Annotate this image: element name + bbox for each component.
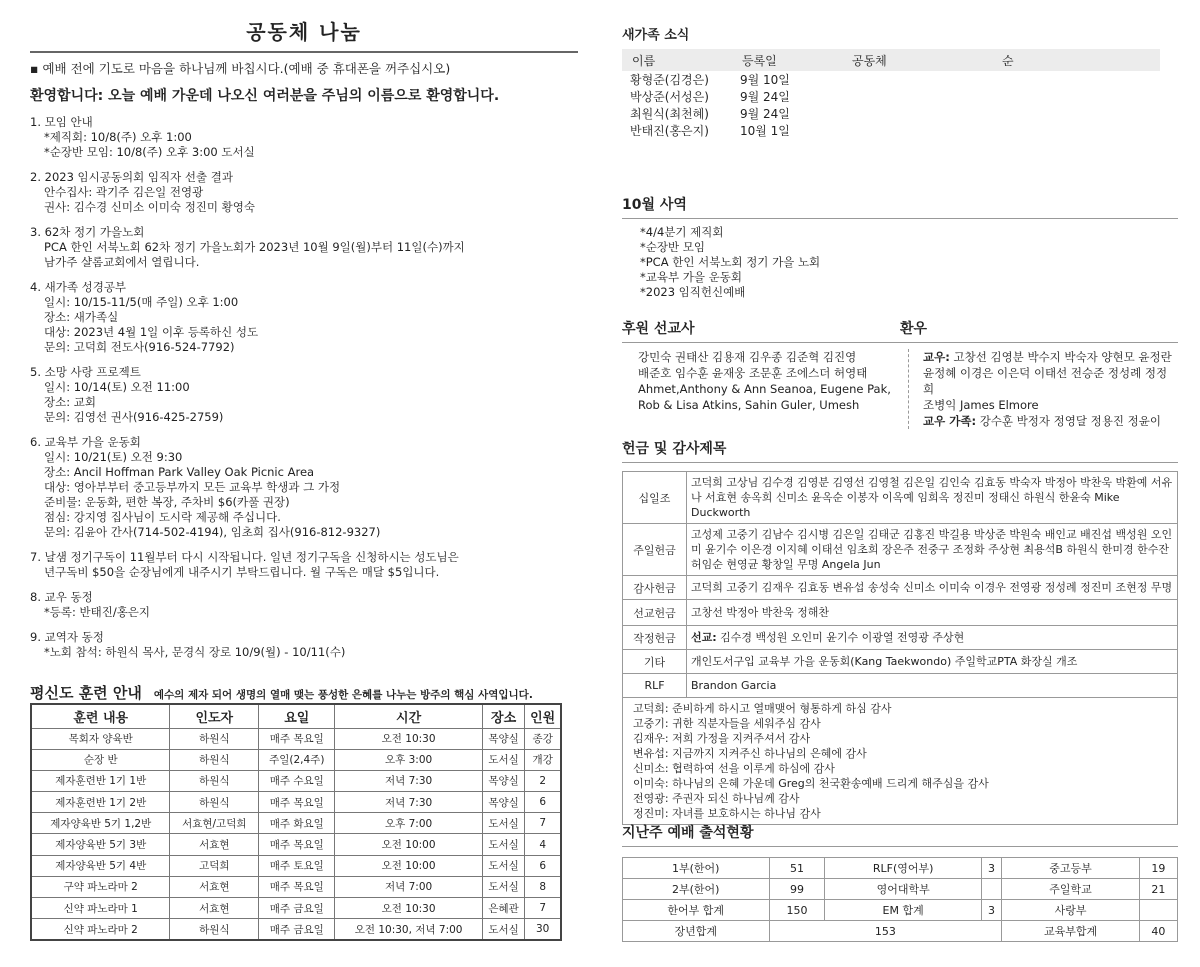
attendance-cell: 교육부합계: [1002, 921, 1140, 942]
new-family-empty: [842, 105, 992, 122]
new-family-empty: [992, 122, 1160, 139]
worship-notice: ▪ 예배 전에 기도로 마음을 하나님께 바칩시다.(예배 중 휴대폰을 꺼주십시오): [30, 61, 451, 76]
announcement-list: [30, 115, 578, 660]
prayer-line: 고덕희: 준비하게 하시고 열매맺어 형통하게 하심 감사: [633, 702, 892, 715]
attendance-cell: 3: [981, 858, 1001, 879]
training-cell: 구약 파노라마 2: [31, 876, 170, 897]
attendance-cell: 40: [1139, 921, 1177, 942]
training-cell: 매주 목요일: [259, 876, 335, 897]
missionaries-block: [622, 318, 900, 429]
patients-line: 고창선 김영분 박수지 박숙자 양현모 윤정란: [949, 350, 1172, 364]
new-family-header-cell: 순: [992, 49, 1160, 71]
attendance-cell: 한어부 합계: [623, 900, 770, 921]
attendance-cell: [1139, 900, 1177, 921]
training-cell: 매주 목요일: [259, 792, 335, 813]
training-cell: 7: [525, 898, 561, 919]
patients-family-label: 교우 가족:: [923, 414, 977, 428]
training-cell: 4: [525, 834, 561, 855]
training-cell: 7: [525, 813, 561, 834]
training-cell: 도서실: [482, 834, 525, 855]
offering-category: 감사헌금: [623, 576, 687, 600]
attendance-title: 지난주 예배 출석현황: [622, 822, 1178, 847]
offering-name-list: 고창선 박정아 박찬욱 정해찬: [691, 606, 830, 619]
patients-line: 강수훈 박정자 정영달 정용진 정윤이: [976, 414, 1161, 428]
training-row: [31, 876, 561, 897]
announcement-line: 일시: 10/14(토) 오전 11:00: [44, 380, 190, 394]
new-family-row: [622, 88, 1160, 105]
announcement-item: [30, 550, 578, 580]
training-cell: 오전 10:30: [335, 898, 482, 919]
offering-name-list: 김수경 백성원 오인미 윤기수 이광열 전영광 주상현: [716, 631, 965, 644]
training-cell: 목양실: [482, 770, 525, 791]
offering-names: [687, 650, 1178, 674]
training-cell: 오후 7:00: [335, 813, 482, 834]
prayer-line: 이미숙: 하나님의 은혜 가운데 Greg의 천국환송예배 드리게 해주심을 감사: [633, 777, 989, 790]
training-cell: 매주 목요일: [259, 834, 335, 855]
announcement-line: 장소: 교회: [44, 395, 96, 409]
announcement-item: [30, 225, 578, 270]
announcement-item: [30, 590, 578, 620]
training-row: [31, 749, 561, 770]
announcement-line: *순장반 모임: 10/8(주) 오후 3:00 도서실: [44, 145, 255, 159]
announcement-line: 장소: Ancil Hoffman Park Valley Oak Picnic Area: [44, 465, 315, 479]
offering-row: [623, 626, 1178, 650]
october-item: *4/4분기 제직회: [640, 225, 724, 239]
training-cell: 하원식: [170, 749, 259, 770]
attendance-cell: 주일학교: [1002, 879, 1140, 900]
training-subtitle: 예수의 제자 되어 생명의 열매 맺는 풍성한 은혜를 나누는 방주의 핵심 사역입니다.: [153, 689, 533, 701]
announcement-line: 권사: 김수경 신미소 이미숙 정진미 황영숙: [44, 200, 256, 214]
announcement-line: 일시: 10/15-11/5(매 주일) 오후 1:00: [44, 295, 239, 309]
training-row: [31, 813, 561, 834]
training-row: [31, 834, 561, 855]
training-cell: 고덕희: [170, 855, 259, 876]
training-header: [30, 682, 578, 703]
training-cell: 6: [525, 855, 561, 876]
attendance-cell: 3: [981, 900, 1001, 921]
prayer-line: 신미소: 협력하여 선을 이루게 하심에 감사: [633, 762, 835, 775]
prayer-list: [622, 698, 1178, 825]
announcement-line: 대상: 영아부부터 중고등부까지 모든 교육부 학생과 그 가정: [44, 480, 341, 494]
page-title: 공동체 나눔: [30, 16, 578, 53]
training-cell: 매주 수요일: [259, 770, 335, 791]
training-cell: 오후 3:00: [335, 749, 482, 770]
announcement-item: [30, 435, 578, 540]
patients-line: 윤정혜 이경은 이은덕 이태선 전승준 정성례 정정희: [923, 366, 1168, 396]
october-item: *PCA 한인 서북노회 정기 가을 노회: [640, 255, 821, 269]
attendance-table: [622, 857, 1178, 942]
announcement-title: 6. 교육부 가을 운동회: [30, 435, 141, 449]
announcement-line: 장소: 새가족실: [44, 310, 119, 324]
announcement-title: 3. 62차 정기 가을노회: [30, 225, 145, 239]
new-family-row: [622, 122, 1160, 139]
attendance-cell: 19: [1139, 858, 1177, 879]
attendance-cell: 장년합계: [623, 921, 770, 942]
announcement-line: 남가주 샬롬교회에서 열립니다.: [44, 255, 200, 269]
support-section: [622, 318, 1178, 429]
offering-names: [687, 524, 1178, 576]
announcement-item: [30, 280, 578, 355]
announcement-line: 문의: 김윤아 간사(714-502-4194), 임초희 집사(916-812-9327): [44, 525, 381, 539]
training-row: [31, 919, 561, 940]
offering-name-list: 개인도서구입 교육부 가을 운동회(Kang Taekwondo) 주일학교PTA 화장실 개조: [691, 655, 1078, 668]
october-title: 10월 사역: [622, 194, 1178, 219]
announcement-item: [30, 365, 578, 425]
patients-block: [900, 318, 1178, 429]
attendance-cell: 99: [769, 879, 825, 900]
training-cell: 매주 화요일: [259, 813, 335, 834]
announcement-item: [30, 630, 578, 660]
attendance-cell: RLF(영어부): [825, 858, 981, 879]
announcement-line: *노회 참석: 하원식 목사, 문경식 장로 10/9(월) - 10/11(수): [44, 645, 346, 659]
training-cell: 8: [525, 876, 561, 897]
attendance-cell: 2부(한어): [623, 879, 770, 900]
training-cell: 6: [525, 792, 561, 813]
new-family-name: 최원식(최천혜): [630, 107, 709, 121]
training-row: [31, 770, 561, 791]
prayer-line: 정진미: 자녀를 보호하시는 하나님 감사: [633, 807, 821, 820]
october-item: *2023 임직헌신예배: [640, 285, 746, 299]
offering-category: 선교헌금: [623, 600, 687, 626]
training-header-cell: 시간: [335, 704, 482, 728]
offering-section: [622, 438, 1178, 825]
training-cell: 하원식: [170, 728, 259, 749]
missionary-line: 강민숙 권태산 김용재 김우종 김준혁 김진영: [638, 350, 857, 364]
announcement-line: 점심: 강지영 집사님이 도시락 제공해 주십니다.: [44, 510, 281, 524]
training-cell: 하원식: [170, 919, 259, 940]
attendance-cell: 153: [769, 921, 1002, 942]
new-family-date: 9월 10일: [740, 73, 790, 87]
new-family-header-cell: 공동체: [842, 49, 992, 71]
attendance-cell: 51: [769, 858, 825, 879]
offering-category: 기타: [623, 650, 687, 674]
training-cell: 제자양육반 5기 4반: [31, 855, 170, 876]
training-cell: 오전 10:30, 저녁 7:00: [335, 919, 482, 940]
october-list: [622, 225, 1178, 300]
attendance-cell: 영어대학부: [825, 879, 981, 900]
training-cell: 은혜관: [482, 898, 525, 919]
prayer-line: 변유섭: 지금까지 지켜주신 하나님의 은혜에 감사: [633, 747, 867, 760]
left-column: [30, 0, 578, 936]
offering-row: [623, 472, 1178, 524]
patients-title: 환우: [900, 318, 1178, 343]
training-title: 평신도 훈련 안내: [30, 684, 142, 702]
training-row: [31, 898, 561, 919]
offering-row: [623, 576, 1178, 600]
offering-row: [623, 524, 1178, 576]
announcement-line: 문의: 고덕희 전도사(916-524-7792): [44, 340, 235, 354]
new-family-empty: [992, 105, 1160, 122]
offering-row: [623, 650, 1178, 674]
training-header-cell: 요일: [259, 704, 335, 728]
training-cell: 서효현: [170, 834, 259, 855]
october-item: *교육부 가을 운동회: [640, 270, 742, 284]
new-family-date: 10월 1일: [740, 124, 790, 138]
training-cell: 저녁 7:00: [335, 876, 482, 897]
patients-member-label: 교우:: [923, 350, 950, 364]
training-cell: 제자양육반 5기 3반: [31, 834, 170, 855]
announcement-line: PCA 한인 서북노회 62차 정기 가을노회가 2023년 10월 9일(월)부터 11일(수)까지: [44, 240, 465, 254]
new-family-empty: [992, 88, 1160, 105]
announcement-line: 안수집사: 곽기주 김은일 전영광: [44, 185, 204, 199]
training-header-cell: 인도자: [170, 704, 259, 728]
new-family-empty: [842, 88, 992, 105]
announcement-item: [30, 170, 578, 215]
announcement-line: *등록: 반태진/홍은지: [44, 605, 151, 619]
new-family-empty: [842, 122, 992, 139]
announcement-line: 일시: 10/21(토) 오전 9:30: [44, 450, 183, 464]
attendance-cell: 중고등부: [1002, 858, 1140, 879]
offering-title: 헌금 및 감사제목: [622, 438, 1178, 463]
training-cell: 제자양육반 5기 1,2반: [31, 813, 170, 834]
offering-category: 십일조: [623, 472, 687, 524]
training-cell: 저녁 7:30: [335, 770, 482, 791]
training-cell: 매주 금요일: [259, 898, 335, 919]
attendance-cell: 1부(한어): [623, 858, 770, 879]
announcement-line: 년구독비 $50을 순장님에게 내주시기 부탁드립니다. 월 구독은 매달 $5입니다.: [44, 565, 440, 579]
training-cell: 매주 목요일: [259, 728, 335, 749]
offering-names: [687, 472, 1178, 524]
new-family-row: [622, 105, 1160, 122]
new-family-name: 반태진(홍은지): [630, 124, 709, 138]
training-cell: 신약 파노라마 1: [31, 898, 170, 919]
training-cell: 제자훈련반 1기 1반: [31, 770, 170, 791]
offering-category: RLF: [623, 674, 687, 698]
new-family-date: 9월 24일: [740, 90, 790, 104]
training-cell: 하원식: [170, 792, 259, 813]
announcement-title: 5. 소망 사랑 프로젝트: [30, 365, 141, 379]
offering-name-list: 고성제 고중기 김남수 김시병 김은일 김태군 김홍진 박길용 박상준 박원숙 배인교 배진섭 백성원 오인미 윤기수 이은경 이지혜 이태선 임초희 장은주 전중구 조정화 주상현 최용석B 하원식 한미경 한수잔 허임순 현영균 황창일 무명 Angela Jun: [691, 528, 1173, 571]
training-cell: 오전 10:00: [335, 855, 482, 876]
offering-category: 주일헌금: [623, 524, 687, 576]
missionary-line: Ahmet,Anthony & Ann Seanoa, Eugene Pak,: [638, 382, 891, 396]
missionary-line: Rob & Lisa Atkins, Sahin Guler, Umesh: [638, 398, 860, 412]
training-cell: 오전 10:30: [335, 728, 482, 749]
new-family-row: [622, 71, 1160, 88]
training-cell: 30: [525, 919, 561, 940]
attendance-cell: EM 합계: [825, 900, 981, 921]
offering-category: 작정헌금: [623, 626, 687, 650]
missionary-line: 배준호 임수훈 윤재웅 조문훈 조에스더 허영태: [638, 366, 868, 380]
training-header-cell: 장소: [482, 704, 525, 728]
announcement-title: 4. 새가족 성경공부: [30, 280, 127, 294]
announcement-line: 준비물: 운동화, 편한 복장, 주차비 $6(카풀 권장): [44, 495, 290, 509]
training-header-cell: 인원: [525, 704, 561, 728]
training-cell: 서효현: [170, 898, 259, 919]
prayer-line: 김재우: 저희 가정을 지켜주셔서 감사: [633, 732, 811, 745]
offering-names: [687, 600, 1178, 626]
training-cell: 매주 토요일: [259, 855, 335, 876]
training-cell: 도서실: [482, 919, 525, 940]
offering-name-list: 고덕희 고상님 김수경 김영분 김영선 김영철 김은일 김인숙 김효동 박숙자 박정아 박찬욱 박환예 서유나 서효현 송옥희 신미소 윤옥순 이봉자 이옥예 임희옥 정진미 정태신 하원식 한윤숙 Mike Duckworth: [691, 476, 1173, 519]
offering-table: [622, 471, 1178, 698]
announcement-title: 7. 날샘 정기구독이 11월부터 다시 시작됩니다. 일년 정기구독을 신청하시는 성도님은: [30, 550, 459, 564]
training-cell: 제자훈련반 1기 2반: [31, 792, 170, 813]
training-cell: 신약 파노라마 2: [31, 919, 170, 940]
new-family-header-cell: 이름: [622, 49, 732, 71]
attendance-row: [623, 900, 1178, 921]
october-ministry: [622, 194, 1178, 300]
offering-row: [623, 674, 1178, 698]
offering-name-list: 고덕희 고중기 김재우 김효동 변유섭 송성숙 신미소 이미숙 이경우 전영광 정성례 정진미 조현정 무명: [691, 581, 1173, 594]
training-cell: 목양실: [482, 728, 525, 749]
training-cell: 도서실: [482, 813, 525, 834]
new-family-date: 9월 24일: [740, 107, 790, 121]
missionaries-list: [622, 349, 900, 413]
training-row: [31, 728, 561, 749]
training-cell: 주일(2,4주): [259, 749, 335, 770]
prayer-line: 고중기: 귀한 직분자들을 세워주심 감사: [633, 717, 821, 730]
new-family-name: 박상준(서성은): [630, 90, 709, 104]
offering-prefix: 선교:: [691, 631, 717, 644]
october-item: *순장반 모임: [640, 240, 705, 254]
new-family-title: 새가족 소식: [622, 28, 690, 43]
training-cell: 목양실: [482, 792, 525, 813]
attendance-cell: 150: [769, 900, 825, 921]
training-row: [31, 792, 561, 813]
announcement-line: 문의: 김영선 권사(916-425-2759): [44, 410, 224, 424]
attendance-total-row: [623, 921, 1178, 942]
offering-names: [687, 576, 1178, 600]
training-header-cell: 훈련 내용: [31, 704, 170, 728]
missionaries-title: 후원 선교사: [622, 318, 900, 343]
new-family-empty: [992, 71, 1160, 88]
training-cell: 도서실: [482, 855, 525, 876]
welcome-message: 환영합니다: 오늘 예배 가운데 나오신 여러분을 주님의 이름으로 환영합니다.: [30, 88, 500, 104]
new-family-name: 황형준(김경은): [630, 73, 709, 87]
attendance-cell: [981, 879, 1001, 900]
right-column: [622, 0, 1178, 938]
training-cell: 매주 금요일: [259, 919, 335, 940]
offering-names: [687, 674, 1178, 698]
announcement-item: [30, 115, 578, 160]
training-cell: 종강: [525, 728, 561, 749]
offering-row: [623, 600, 1178, 626]
training-table: [30, 703, 562, 941]
training-cell: 서효현/고덕희: [170, 813, 259, 834]
training-cell: 개강: [525, 749, 561, 770]
training-cell: 서효현: [170, 876, 259, 897]
offering-names: [687, 626, 1178, 650]
training-cell: 오전 10:00: [335, 834, 482, 855]
new-family-header-cell: 등록일: [732, 49, 842, 71]
training-cell: 저녁 7:30: [335, 792, 482, 813]
training-cell: 목회자 양육반: [31, 728, 170, 749]
training-cell: 도서실: [482, 749, 525, 770]
attendance-row: [623, 879, 1178, 900]
new-family-empty: [842, 71, 992, 88]
training-cell: 도서실: [482, 876, 525, 897]
offering-name-list: Brandon Garcia: [691, 679, 777, 692]
attendance-cell: 21: [1139, 879, 1177, 900]
announcement-title: 2. 2023 임시공동의회 임직자 선출 결과: [30, 170, 233, 184]
training-cell: 순장 반: [31, 749, 170, 770]
patients-line: 조병익 James Elmore: [923, 398, 1039, 412]
announcement-title: 9. 교역자 동정: [30, 630, 104, 644]
training-cell: 2: [525, 770, 561, 791]
attendance-section: [622, 822, 1178, 942]
attendance-row: [623, 858, 1178, 879]
training-cell: 하원식: [170, 770, 259, 791]
announcement-line: 대상: 2023년 4월 1일 이후 등록하신 성도: [44, 325, 259, 339]
announcement-title: 8. 교우 동정: [30, 590, 93, 604]
new-family-table: [622, 49, 1160, 139]
prayer-line: 전영광: 주권자 되신 하나님께 감사: [633, 792, 800, 805]
training-row: [31, 855, 561, 876]
patients-list: [908, 349, 1178, 429]
attendance-cell: 사랑부: [1002, 900, 1140, 921]
announcement-title: 1. 모임 안내: [30, 115, 93, 129]
announcement-line: *제직회: 10/8(주) 오후 1:00: [44, 130, 192, 144]
